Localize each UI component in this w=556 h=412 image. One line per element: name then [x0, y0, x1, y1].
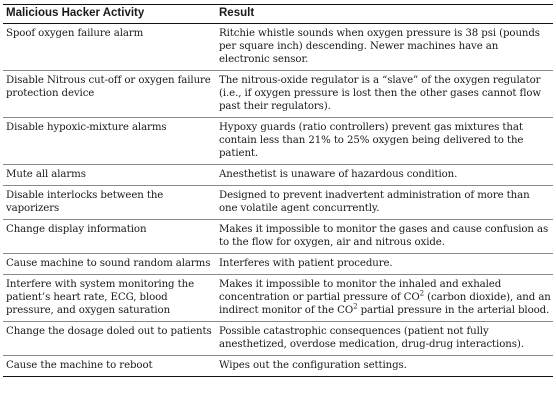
activity-cell: Spoof oxygen failure alarm — [3, 24, 216, 71]
subscript-two: 2 — [419, 289, 424, 298]
result-cell — [216, 275, 553, 322]
header-activity: Malicious Hacker Activity — [3, 5, 216, 24]
table-row — [3, 165, 553, 186]
result-cell: Hypoxy guards (ratio controllers) prevent gas mixtures that contain less than 21% to 25% oxygen being delivered to the patient. — [216, 118, 553, 165]
activity-cell: Disable interlocks between the vaporizers — [3, 186, 216, 220]
hacker-activity-table-container — [3, 4, 553, 377]
result-text-part: partial pressure in the arterial blood. — [357, 305, 550, 316]
result-text-part: Makes it impossible to monitor the inhaled and exhaled concentration or partial pressure of CO — [219, 279, 502, 303]
table-row — [3, 118, 553, 165]
table-row — [3, 275, 553, 322]
result-cell: Anesthetist is unaware of hazardous condition. — [216, 165, 553, 186]
result-cell: Makes it impossible to monitor the gases and cause confusion as to the flow for oxygen, air and nitrous oxide. — [216, 220, 553, 254]
table-row — [3, 24, 553, 71]
table-row — [3, 322, 553, 356]
table-header — [3, 5, 553, 24]
result-cell: Ritchie whistle sounds when oxygen pressure is 38 psi (pounds per square inch) descending. Newer machines have an electronic sensor. — [216, 24, 553, 71]
table-row — [3, 71, 553, 118]
activity-cell: Mute all alarms — [3, 165, 216, 186]
activity-cell: Disable hypoxic-mixture alarms — [3, 118, 216, 165]
table-body — [3, 24, 553, 377]
activity-cell: Cause the machine to reboot — [3, 356, 216, 377]
subscript-two: 2 — [353, 302, 358, 311]
result-cell: Possible catastrophic consequences (patient not fully anesthetized, overdose medication, drug-drug interactions). — [216, 322, 553, 356]
table-row — [3, 220, 553, 254]
activity-cell: Cause machine to sound random alarms — [3, 254, 216, 275]
activity-cell: Change the dosage doled out to patients — [3, 322, 216, 356]
table-row — [3, 254, 553, 275]
activity-cell: Change display information — [3, 220, 216, 254]
activity-cell: Interfere with system monitoring the patient’s heart rate, ECG, blood pressure, and oxygen saturation — [3, 275, 216, 322]
header-result: Result — [216, 5, 553, 24]
header-row — [3, 5, 553, 24]
activity-cell: Disable Nitrous cut-off or oxygen failure protection device — [3, 71, 216, 118]
result-text-part: (carbon dioxide), and an indirect monitor of the CO — [219, 292, 551, 316]
result-cell: The nitrous-oxide regulator is a “slave” of the oxygen regulator (i.e., if oxygen pressure is lost then the other gases cannot flow past their regulators). — [216, 71, 553, 118]
table-row — [3, 356, 553, 377]
result-cell: Wipes out the configuration settings. — [216, 356, 553, 377]
result-cell: Designed to prevent inadvertent administration of more than one volatile agent concurrently. — [216, 186, 553, 220]
table-row — [3, 186, 553, 220]
hacker-activity-table — [3, 4, 553, 377]
result-cell: Interferes with patient procedure. — [216, 254, 553, 275]
